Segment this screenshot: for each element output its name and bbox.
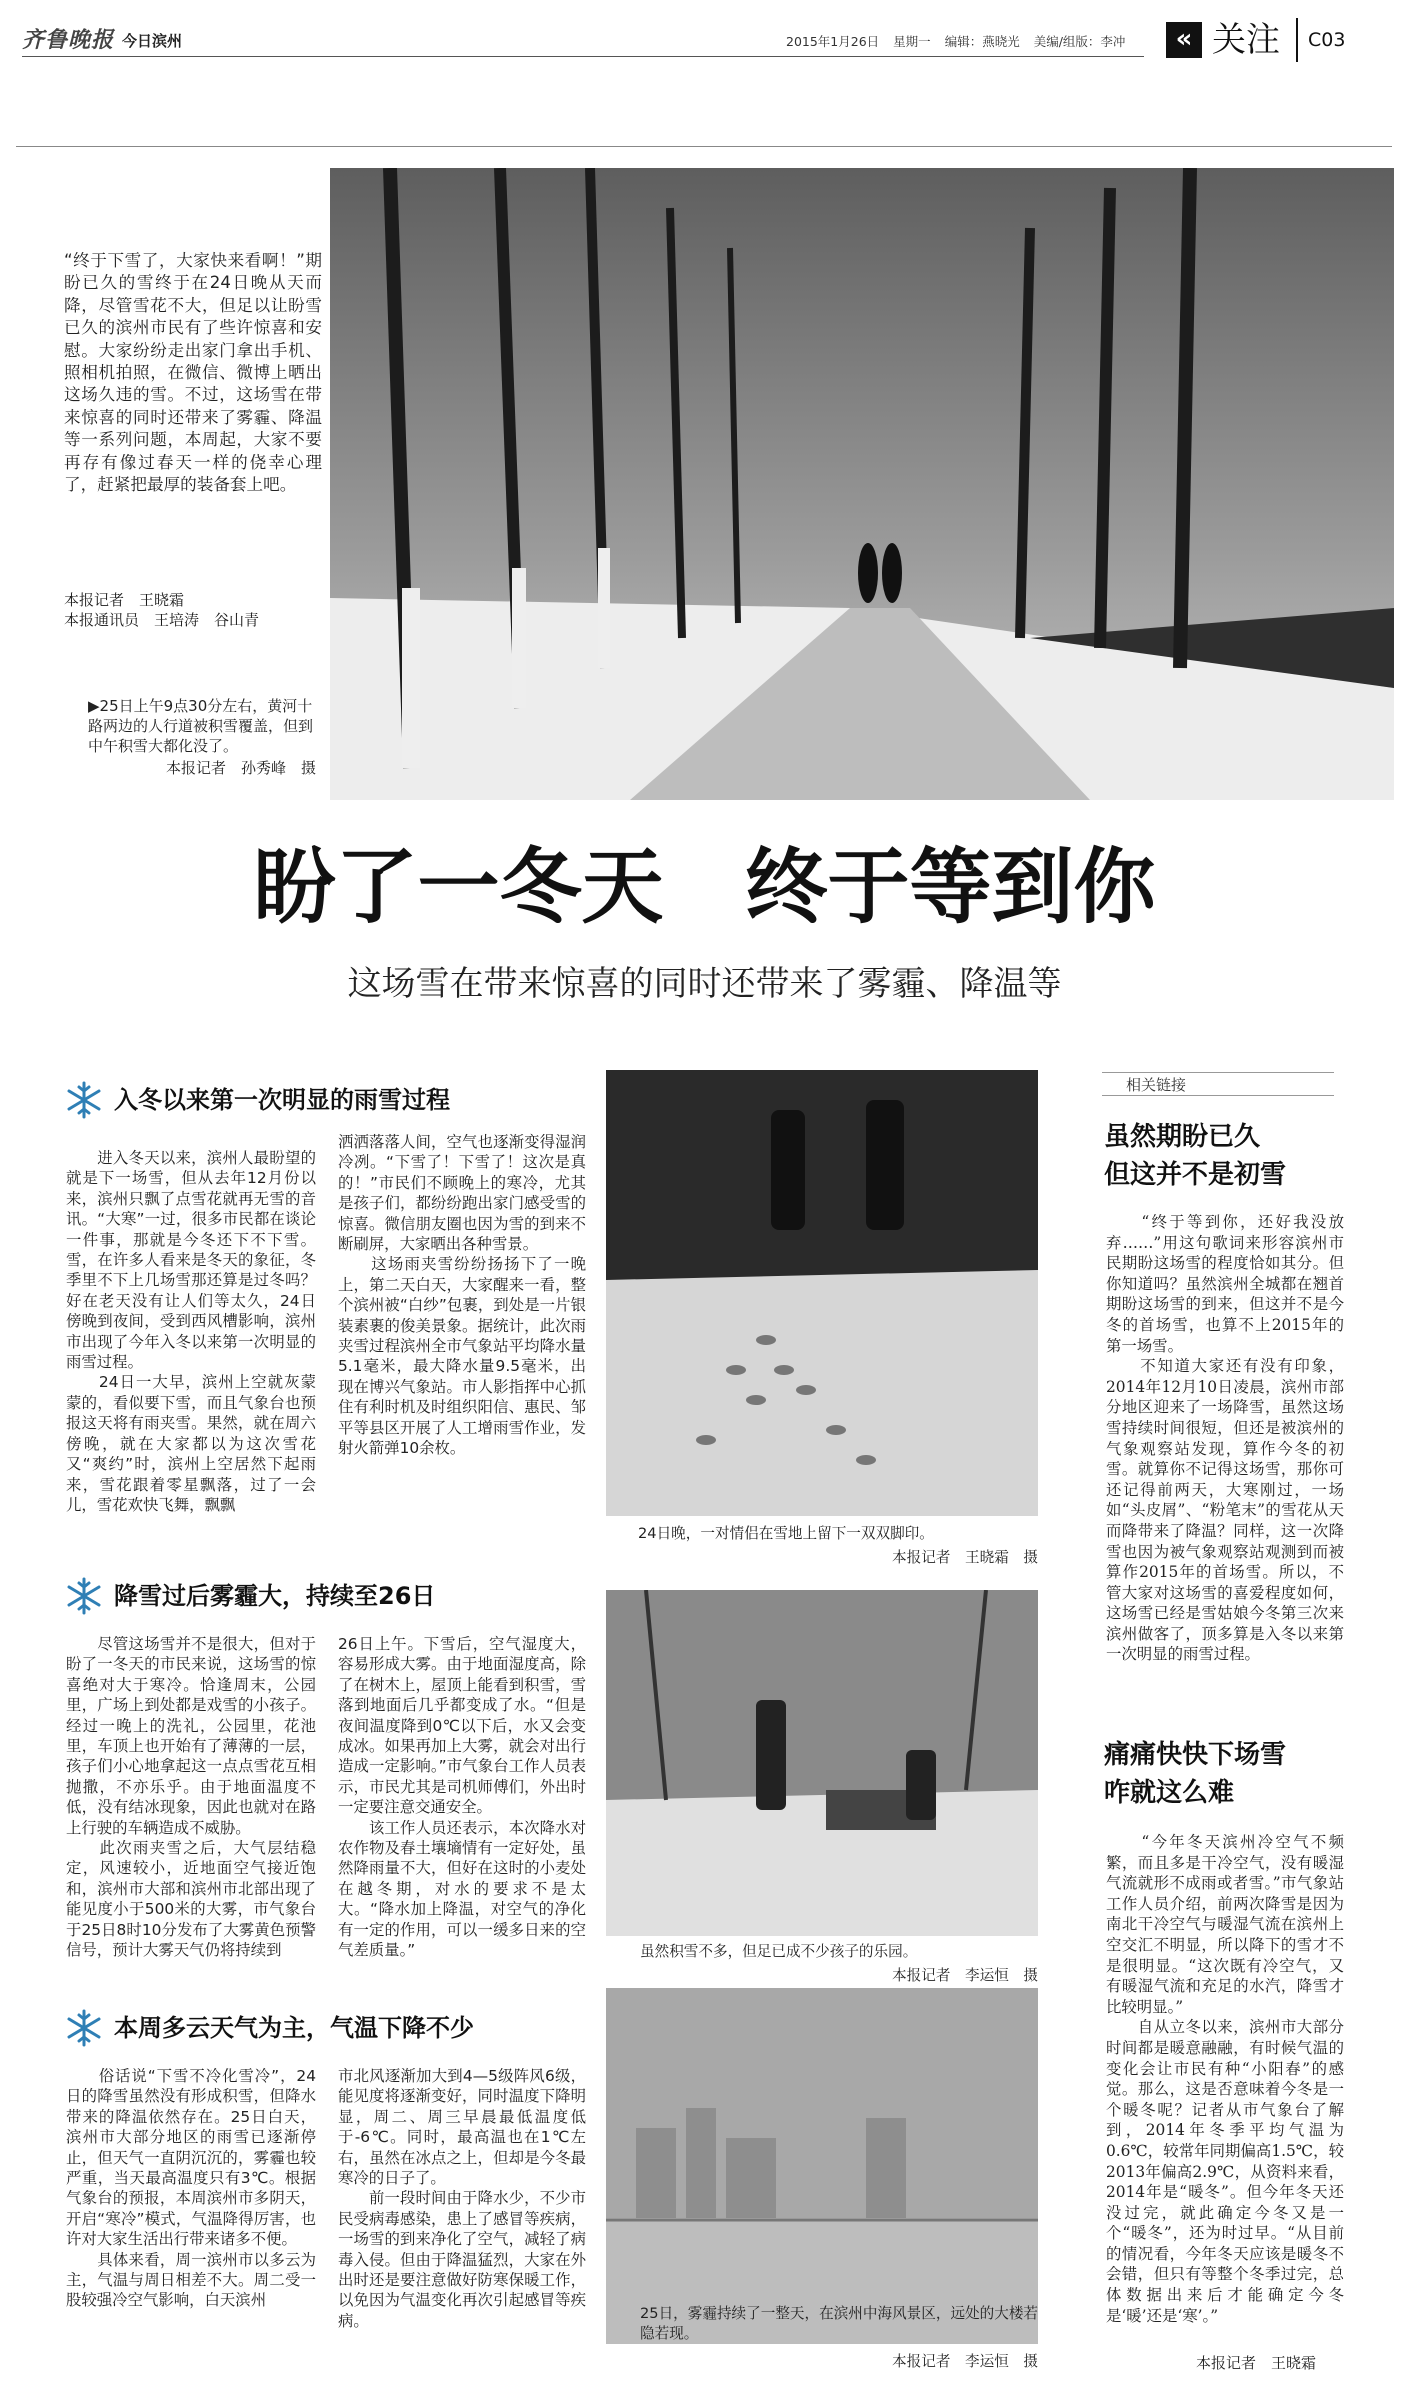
related-1-title-line-2: 但这并不是初雪	[1104, 1160, 1287, 1190]
related-article-2-body: “今年冬天滨州冷空气不频繁，而且多是干冷空气，没有暖湿气流就形不成雨或者雪。”市气象站工作人员介绍，前两次降雪是因为南北干冷空气与暖湿气流在滨州上空交汇不明显，所以降下的雪才不是很明显。“这次既有冷空气，又有暖湿气流和充足的水汽，降雪才比较明显。” 自从立冬以来，滨州市大部分时间都是暖意融融，有时候气温的变化会让市民有种“小阳春”的感觉。那么，这是否意味着今冬是一个暖冬呢？记者从市气象台了解到，2014年冬季平均气温为0.6℃，较常年同期偏高1.5℃，较2013年偏高2.9℃，从资料来看，2014年是“暖冬”。但今年冬天还没过完，就此确定今冬又是一个“暖冬”，还为时过早。“从目前的情况看，今年冬天应该是暖冬不会错，但只有等整个冬季过完，总体数据出来后才能确定今冬是‘暖’还是‘寒’。”	[1106, 1833, 1344, 2325]
related-article-2-byline: 本报记者 王晓霜	[1196, 2354, 1317, 2372]
snowflake-icon	[64, 2008, 104, 2048]
related-1-title-line-1: 虽然期盼已久	[1104, 1122, 1261, 1152]
photo-3-credit: 本报记者 李运恒 摄	[892, 2353, 1038, 2370]
section-2-col-1: 尽管这场雪并不是很大，但对于盼了一冬天的市民来说，这场雪的惊喜绝对大于寒冷。恰逢周末，公园里，广场上到处都是戏雪的小孩子。经过一晚上的洗礼，公园里，花池里，车顶上也开始有了薄薄的一层，孩子们小心地拿起这一点点雪花互相抛撒，不亦乐乎。由于地面温度不低，没有结冰现象，因此也就对在路上行驶的车辆造成不威胁。 此次雨夹雪之后，大气层结稳定，风速较小，近地面空气接近饱和，滨州市大部和滨州市北部出现了能见度小于500米的大雾，市气象台于25日8时10分发布了大雾黄色预警信号，预计大雾天气仍将持续到	[66, 1635, 316, 1960]
photo-couple-footprints	[606, 1070, 1038, 1516]
section-2-col-2: 26日上午。下雪后，空气湿度大，容易形成大雾。由于地面湿度高，除了在树木上，屋顶上能看到积雪，雪落到地面后几乎都变成了水。“但是夜间温度降到0℃以下后，水又会变成冰。如果再加上大雾，就会对出行造成一定影响。”市气象台工作人员表示，市民尤其是司机师傅们，外出时一定要注意交通安全。 该工作人员还表示，本次降水对农作物及春土壤墒情有一定好处，虽然降雨量不大，但好在这时的小麦处在越冬期，对水的要求不是太大。“降水加上降温，对空气的净化有一定的作用，可以一缓多日来的空气差质量。”	[338, 1635, 586, 1960]
correspondent-byline: 本报通讯员 王培涛 谷山青	[64, 611, 260, 629]
top-photo-snowy-path	[330, 168, 1394, 800]
issue-weekday: 星期一	[893, 34, 931, 49]
column-divider	[1296, 18, 1298, 62]
page-number: C03	[1308, 29, 1346, 51]
related-2-title-line-2: 咋就这么难	[1104, 1778, 1235, 1808]
column-name: 关注	[1212, 20, 1280, 60]
chevron-left-icon: «	[1166, 22, 1202, 58]
photo-2-credit: 本报记者 李运恒 摄	[892, 1967, 1038, 1984]
header-rule	[22, 56, 1144, 57]
photo-kids-playing	[606, 1590, 1038, 1936]
related-label: 相关链接	[1126, 1076, 1187, 1094]
section-3-col-2: 市北风逐渐加大到4—5级阵风6级，能见度将逐渐变好，同时温度下降明显，周二、周三早晨最低温度低于-6℃。同时，最高温也在1℃左右，虽然在冰点之上，但却是今冬最寒冷的日子了。 前一段时间由于降水少，不少市民受病毒感染，患上了感冒等疾病，一场雪的到来净化了空气，减轻了病毒入侵。但由于降温猛烈，大家在外出时还是要注意做好防寒保暖工作，以免因为气温变化再次引起感冒等疾病。	[338, 2067, 586, 2330]
header-meta	[786, 32, 1125, 50]
top-photo-caption: ▶25日上午9点30分左右，黄河十路两边的人行道被积雪覆盖，但到中午积雪大都化没了。	[88, 697, 314, 755]
photo-1-caption: 24日晚，一对情侣在雪地上留下一双双脚印。	[638, 1525, 934, 1542]
snowy-path-illustration	[330, 168, 1394, 800]
section-2-heading	[64, 1576, 435, 1616]
masthead	[22, 22, 182, 54]
related-article-1-title	[1104, 1118, 1286, 1194]
sub-headline: 这场雪在带来惊喜的同时还带来了雾霾、降温等	[347, 964, 1062, 1004]
kids-playing-illustration	[606, 1590, 1038, 1936]
main-headline: 盼了一冬天 终于等到你	[253, 840, 1156, 935]
related-label-bar	[1102, 1072, 1334, 1096]
photo-3-caption: 25日，雾霾持续了一整天，在滨州中海风景区，远处的大楼若隐若现。	[640, 2305, 1039, 2342]
photo-2-caption: 虽然积雪不多，但足已成不少孩子的乐园。	[640, 1943, 918, 1960]
top-rule	[16, 146, 1392, 147]
column-badge	[1166, 18, 1345, 62]
photo-hazy-skyline	[606, 1988, 1038, 2344]
snowflake-icon	[64, 1080, 104, 1120]
intro-text: “终于下雪了，大家快来看啊！”期盼已久的雪终于在24日晚从天而降，尽管雪花不大，但足以让盼雪已久的滨州市民有了些许惊喜和安慰。大家纷纷走出家门拿出手机、照相机拍照，在微信、微博上晒出这场久违的雪。不过，这场雪在带来惊喜的同时还带来了雾霾、降温等一系列问题，本周起，大家不要再存有像过春天一样的侥幸心理了，赶紧把最厚的装备套上吧。	[64, 251, 322, 495]
related-2-title-line-1: 痛痛快快下场雪	[1104, 1740, 1287, 1770]
section-1-col-2: 洒洒落落人间，空气也逐渐变得湿润冷冽。“下雪了！下雪了！这次是真的！”市民们不顾晚上的寒冷，尤其是孩子们，都纷纷跑出家门感受雪的惊喜。微信朋友圈也因为雪的到来不断刷屏，大家晒出各种雪景。 这场雨夹雪纷纷扬扬下了一晚上，第二天白天，大家醒来一看，整个滨州被“白纱”包裹，到处是一片银装素裹的俊美景象。据统计，此次雨夹雪过程滨州全市气象站平均降水量5.1毫米，最大降水量9.5毫米，出现在博兴气象站。市人影指挥中心抓住有利时机及时组织阳信、惠民、邹平等县区开展了人工增雨雪作业，发射火箭弹10余枚。	[338, 1133, 586, 1458]
hazy-skyline-illustration	[606, 1988, 1038, 2344]
snowflake-icon	[64, 1576, 104, 1616]
couple-footprints-illustration	[606, 1070, 1038, 1516]
reporter-byline: 本报记者 王晓霜	[64, 591, 185, 609]
section-name: 今日滨州	[122, 32, 183, 50]
paper-name: 齐鲁晚报	[22, 27, 115, 53]
top-photo-credit: 本报记者 孙秀峰 摄	[165, 759, 316, 777]
section-3-title: 本周多云天气为主，气温下降不少	[114, 2014, 474, 2042]
section-3-col-1: 俗话说“下雪不冷化雪冷”，24日的降雪虽然没有形成积雪，但降水带来的降温依然存在。25日白天，滨州市大部分地区的雨雪已逐渐停止，但天气一直阴沉沉的，雾霾也较严重，当天最高温度只有3℃。根据气象台的预报，本周滨州市多阴天，开启“寒冷”模式，气温降得厉害，也许对大家生活出行带来诸多不便。 具体来看，周一滨州市以多云为主，气温与周日相差不大。周二受一股较强冷空气影响，白天滨州	[66, 2067, 316, 2310]
section-1-col-1: 进入冬天以来，滨州人最盼望的就是下一场雪，但从去年12月份以来，滨州只飘了点雪花就再无雪的音讯。“大寒”一过，很多市民都在谈论一件事，那就是今冬还下不下雪。雪，在许多人看来是冬天的象征，冬季里不下上几场雪那还算是过冬吗？好在老天没有让人们等太久，24日傍晚到夜间，受到西风槽影响，滨州市出现了今年入冬以来第一次明显的雨雪过程。 24日一大早，滨州上空就灰蒙蒙的，看似要下雪，而且气象台也预报这天将有雨夹雪。果然，就在周六傍晚，就在大家都以为这次雪花又“爽约”时，滨州上空居然下起雨来，雪花跟着零星飘落，过了一会儿，雪花欢快飞舞，飘飘	[66, 1149, 316, 1514]
art-editor-credit: 美编/组版：李冲	[1033, 34, 1126, 49]
related-article-2-title	[1104, 1736, 1286, 1812]
photo-1-credit: 本报记者 王晓霜 摄	[892, 1549, 1038, 1566]
issue-date: 2015年1月26日	[786, 34, 880, 49]
section-1-title: 入冬以来第一次明显的雨雪过程	[114, 1086, 450, 1114]
intro-byline	[64, 590, 334, 630]
section-2-title: 降雪过后雾霾大，持续至26日	[114, 1582, 436, 1610]
section-3-heading	[64, 2008, 474, 2048]
editor-credit: 编辑：燕晓光	[944, 34, 1020, 49]
related-article-1-body: “终于等到你，还好我没放弃……”用这句歌词来形容滨州市民期盼这场雪的程度恰如其分。但你知道吗？虽然滨州全城都在翘首期盼这场雪的到来，但这并不是今冬的首场雪，也算不上2015年的第一场雪。 不知道大家还有没有印象，2014年12月10日凌晨，滨州市部分地区迎来了一场降雪，虽然这场雪持续时间很短，但还是被滨州的气象观察站发现，算作今冬的初雪。就算你不记得这场雪，那你可还记得前两天，大寒刚过，一场如“头皮屑”、“粉笔末”的雪花从天而降带来了降温？同样，这一次降雪也因为被气象观察站观测到而被算作2015年的首场雪。所以，不管大家对这场雪的喜爱程度如何，这场雪已经是雪姑娘今冬第三次来滨州做客了，顶多算是入冬以来第一次明显的雨雪过程。	[1106, 1213, 1344, 1664]
section-1-heading	[64, 1080, 450, 1120]
